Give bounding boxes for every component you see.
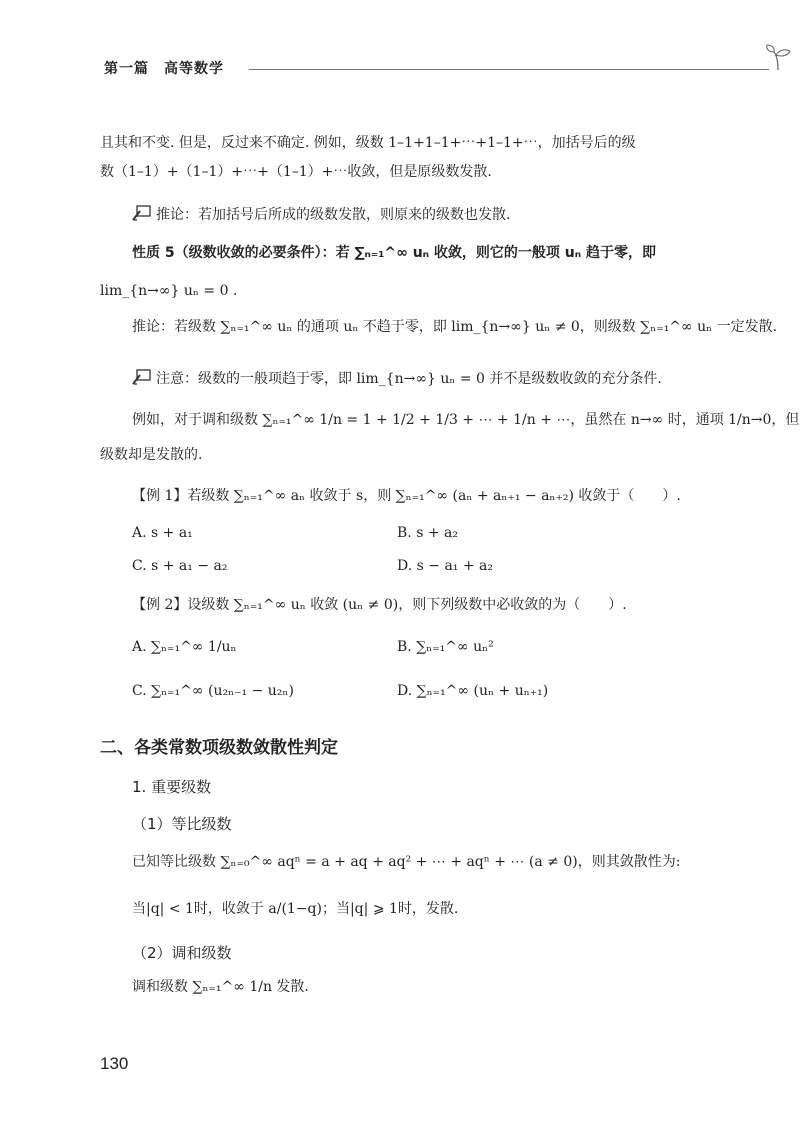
ex1-option-d: D. s − a₁ + a₂ <box>397 558 493 574</box>
harmonic-divergence: 调和级数 ∑ₙ₌₁^∞ 1/n 发散. <box>132 979 309 995</box>
ex2-option-a: A. ∑ₙ₌₁^∞ 1/uₙ <box>132 639 237 655</box>
page-number: 130 <box>100 1054 129 1073</box>
text-line: 且其和不变. 但是，反过来不确定. 例如，级数 1–1+1–1+⋯+1–1+⋯，加括号后的级 <box>100 135 636 151</box>
ex2-option-b: B. ∑ₙ₌₁^∞ uₙ² <box>397 639 494 655</box>
sprout-icon <box>764 44 794 72</box>
example-1-stem: 【例 1】若级数 ∑ₙ₌₁^∞ aₙ 收敛于 s，则 ∑ₙ₌₁^∞ (aₙ + aₙ₊₁ − aₙ₊₂) 收敛于（ ）. <box>132 488 681 504</box>
ex1-option-c: C. s + a₁ − a₂ <box>132 558 228 574</box>
caution-note <box>132 368 662 390</box>
ex1-option-a: A. s + a₁ <box>132 525 193 541</box>
corollary-note <box>132 204 510 226</box>
property-5: 性质 5（级数收敛的必要条件）：若 ∑ₙ₌₁^∞ uₙ 收敛，则它的一般项 uₙ 趋于零，即 <box>132 245 657 261</box>
ex2-option-c: C. ∑ₙ₌₁^∞ (u₂ₙ₋₁ − u₂ₙ) <box>132 683 294 699</box>
text-line: 级数却是发散的. <box>100 447 203 463</box>
ex1-option-b: B. s + a₂ <box>397 525 458 541</box>
caution-text: 注意：级数的一般项趋于零，即 lim_{n→∞} uₙ = 0 并不是级数收敛的充分条件. <box>156 371 662 387</box>
subsection-heading: 1. 重要级数 <box>132 778 212 796</box>
pencil-board-icon <box>132 369 152 385</box>
subsubsection-heading: （2）调和级数 <box>132 944 232 962</box>
running-header <box>104 58 724 88</box>
harmonic-example: 例如，对于调和级数 ∑ₙ₌₁^∞ 1/n = 1 + 1/2 + 1/3 + ⋯ + 1/n + ⋯，虽然在 n→∞ 时，通项 1/n→0，但 <box>132 412 800 428</box>
corollary-text: 推论：若加括号后所成的级数发散，则原来的级数也发散. <box>156 207 511 223</box>
geometric-convergence: 当|q| < 1时，收敛于 a/(1−q)；当|q| ⩾ 1时，发散. <box>132 901 459 917</box>
text-line: 数（1–1）+（1–1）+⋯+（1–1）+⋯收敛，但是原级数发散. <box>100 164 492 180</box>
header-rule <box>249 69 769 70</box>
ex2-option-d: D. ∑ₙ₌₁^∞ (uₙ + uₙ₊₁) <box>397 683 549 699</box>
corollary-divergence: 推论：若级数 ∑ₙ₌₁^∞ uₙ 的通项 uₙ 不趋于零，即 lim_{n→∞} uₙ ≠ 0，则级数 ∑ₙ₌₁^∞ uₙ 一定发散. <box>132 319 778 335</box>
pencil-board-icon <box>132 205 152 221</box>
header-title: 第一篇 高等数学 <box>104 61 224 77</box>
example-2-stem: 【例 2】设级数 ∑ₙ₌₁^∞ uₙ 收敛 (uₙ ≠ 0)，则下列级数中必收敛的为（ ）. <box>132 597 627 613</box>
subsubsection-heading: （1）等比级数 <box>132 815 232 833</box>
section-heading: 二、各类常数项级数敛散性判定 <box>100 738 338 758</box>
geometric-series-text: 已知等比级数 ∑ₙ₌₀^∞ aqⁿ = a + aq + aq² + ⋯ + aqⁿ + ⋯ (a ≠ 0)，则其敛散性为: <box>132 854 681 870</box>
limit-statement: lim_{n→∞} uₙ = 0 . <box>100 283 238 299</box>
